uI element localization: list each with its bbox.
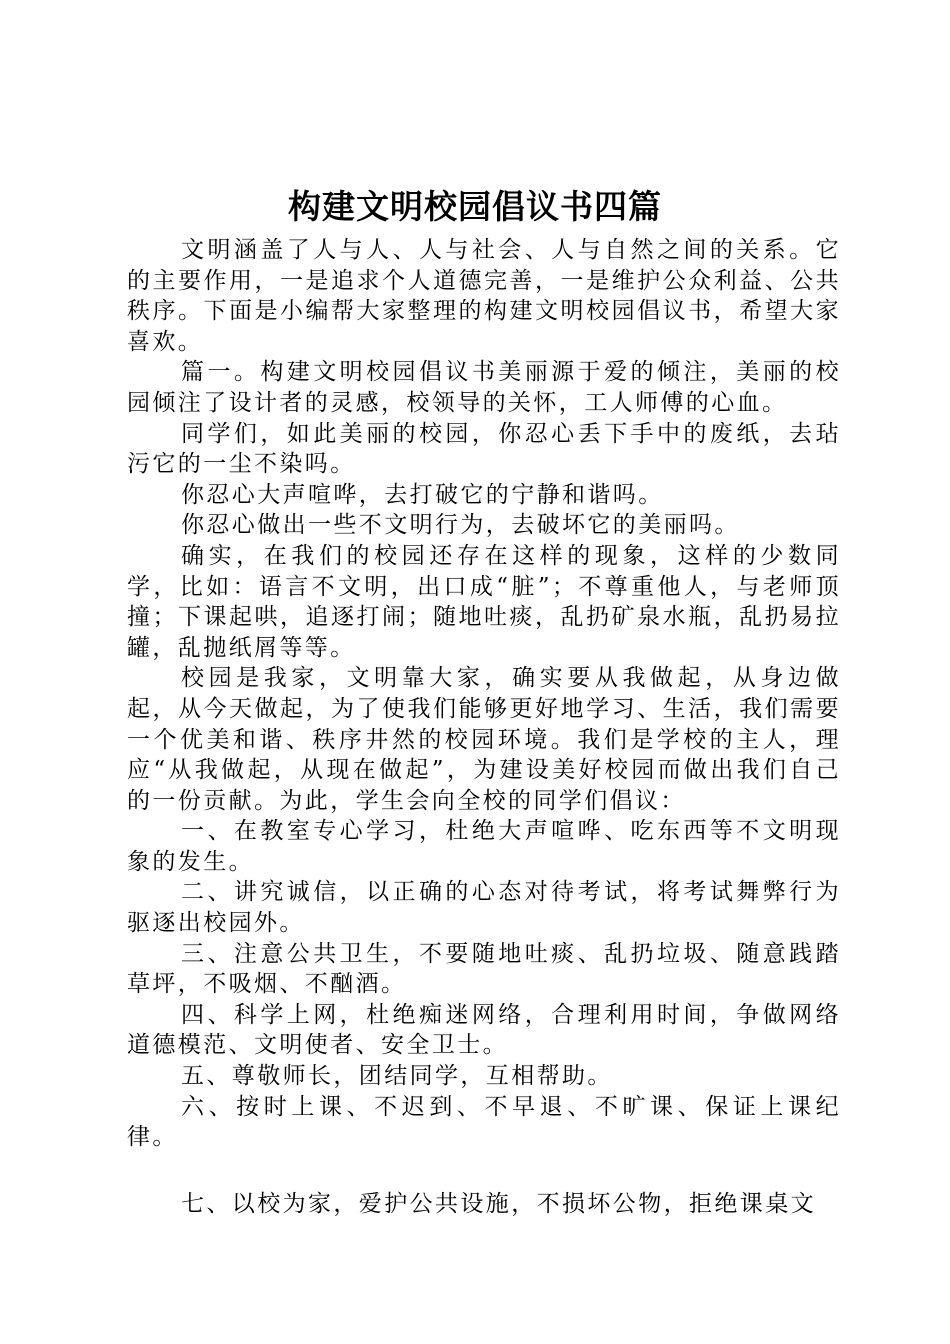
paragraph: 你忍心大声喧哗，去打破它的宁静和谐吗。 <box>181 481 664 508</box>
proposal-item: 一、在教室专心学习，杜绝大声喧哗、吃东西等不文明现象的发生。 <box>127 818 841 875</box>
paragraph-intro: 文明涵盖了人与人、人与社会、人与自然之间的关系。它的主要作用，一是追求个人道德完善，一是维护公众利益、公共秩序。下面是小编帮大家整理的构建文明校园倡议书，希望大家喜欢。 <box>127 237 841 355</box>
paragraph-part-one: 篇一。构建文明校园倡议书美丽源于爱的倾注，美丽的校园倾注了设计者的灵感，校领导的关怀，工人师傅的心血。 <box>127 359 841 416</box>
paragraph: 你忍心做出一些不文明行为，去破坏它的美丽吗。 <box>181 512 740 539</box>
paragraph: 校园是我家，文明靠大家，确实要从我做起，从身边做起，从今天做起，为了使我们能够更好地学习、生活，我们需要一个优美和谐、秩序井然的校园环境。我们是学校的主人，理应“从我做起，从现在做起”，为建设美好校园而做出我们自己的一份贡献。为此，学生会向全校的同学们倡议： <box>127 665 841 814</box>
document-title: 构建文明校园倡议书四篇 <box>288 187 662 226</box>
paragraph-gap <box>127 1153 841 1189</box>
paragraph: 确实，在我们的校园还存在这样的现象，这样的少数同学，比如：语言不文明，出口成“脏”；不尊重他人，与老师顶撞；下课起哄，追逐打闹；随地吐痰，乱扔矿泉水瓶，乱扔易拉罐，乱抛纸屑等等。 <box>127 542 841 661</box>
proposal-item: 三、注意公共卫生，不要随地吐痰、乱扔垃圾、随意践踏草坪，不吸烟、不酗酒。 <box>127 940 841 998</box>
proposal-item: 五、尊敬师长，团结同学，互相帮助。 <box>181 1063 613 1090</box>
paragraph: 同学们，如此美丽的校园，你忍心丢下手中的废纸，去玷污它的一尘不染吗。 <box>127 420 841 478</box>
proposal-item: 六、按时上课、不迟到、不早退、不旷课、保证上课纪律。 <box>127 1093 841 1151</box>
proposal-item: 二、讲究诚信，以正确的心态对待考试，将考试舞弊行为驱逐出校园外。 <box>127 879 841 937</box>
proposal-item: 七、以校为家，爱护公共设施，不损坏公物，拒绝课桌文 <box>181 1190 816 1217</box>
proposal-item: 四、科学上网，杜绝痴迷网络，合理利用时间，争做网络道德模范、文明使者、安全卫士。 <box>127 1001 841 1059</box>
document-body <box>127 235 841 1219</box>
